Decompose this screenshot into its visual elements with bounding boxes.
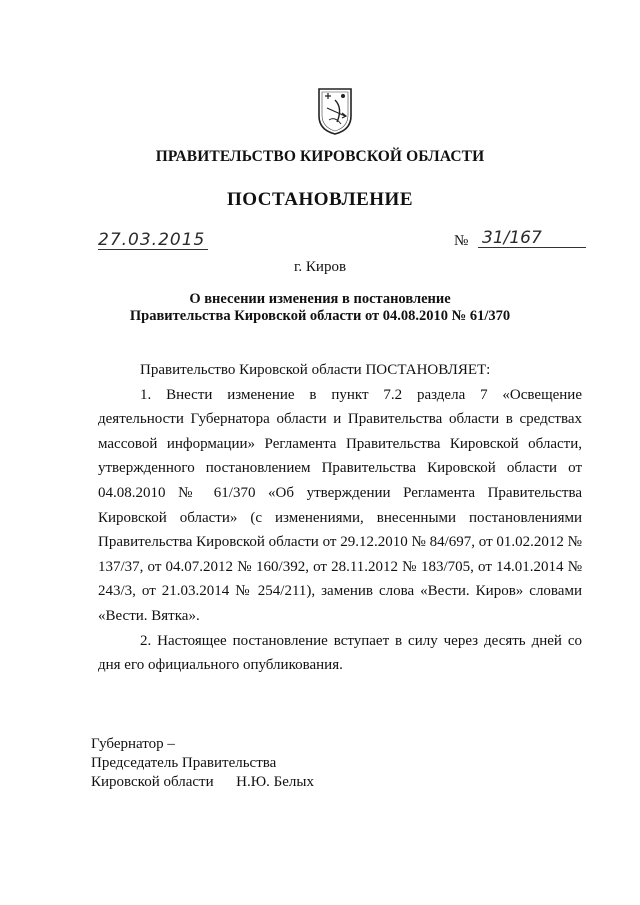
subject-line-1: О внесении изменения в постановление [189,291,451,307]
signature-block [91,735,391,792]
signature-title-2: Председатель Правительства [91,755,277,771]
coat-of-arms-icon [315,86,355,136]
subject-line-2: Правительства Кировской области от 04.08.2010 № 61/370 [129,308,511,324]
signature-title-1: Губернатор – [91,736,175,752]
government-name: ПРАВИТЕЛЬСТВО КИРОВСКОЙ ОБЛАСТИ [155,148,485,165]
signatory-name: Н.Ю. Белых [236,774,314,790]
document-type: ПОСТАНОВЛЕНИЕ [226,189,414,210]
paragraph-1: 1. Внести изменение в пункт 7.2 раздела 7 «Освещение деятельности Губернатора области и Правительства области в средствах массовой информации» Регламента Правительства Кировской области, утвержденного постановлением Правительства Кировской области от 04.08.2010 № 61/370 «Об утверждении Регламента Правительства Кировской области» (с изменениями, внесенными постановлениями Правительства Кировской области от 29.12.2010 № 84/697, от 01.02.2012 № 137/37, от 04.07.2012 № 160/392, от 28.11.2012 № 183/705, от 14.01.2014 № 243/3, от 21.03.2014 № 254/211), заменив слова «Вести. Киров» словами «Вести. Вятка». [98,386,582,624]
city-name: г. Киров [293,259,347,275]
document-body [98,358,582,678]
signature-region: Кировской области [91,774,214,790]
document-date: 27.03.2015 [98,231,208,250]
document-number: 31/167 [478,229,586,248]
number-label: № [454,233,469,249]
paragraph-2: 2. Настоящее постановление вступает в силу через десять дней со дня его официального опубликования. [98,632,582,674]
signature-title-3 [91,773,391,792]
resolution-intro: Правительство Кировской области ПОСТАНОВЛЯЕТ: [140,362,491,378]
document-subject [0,291,640,325]
